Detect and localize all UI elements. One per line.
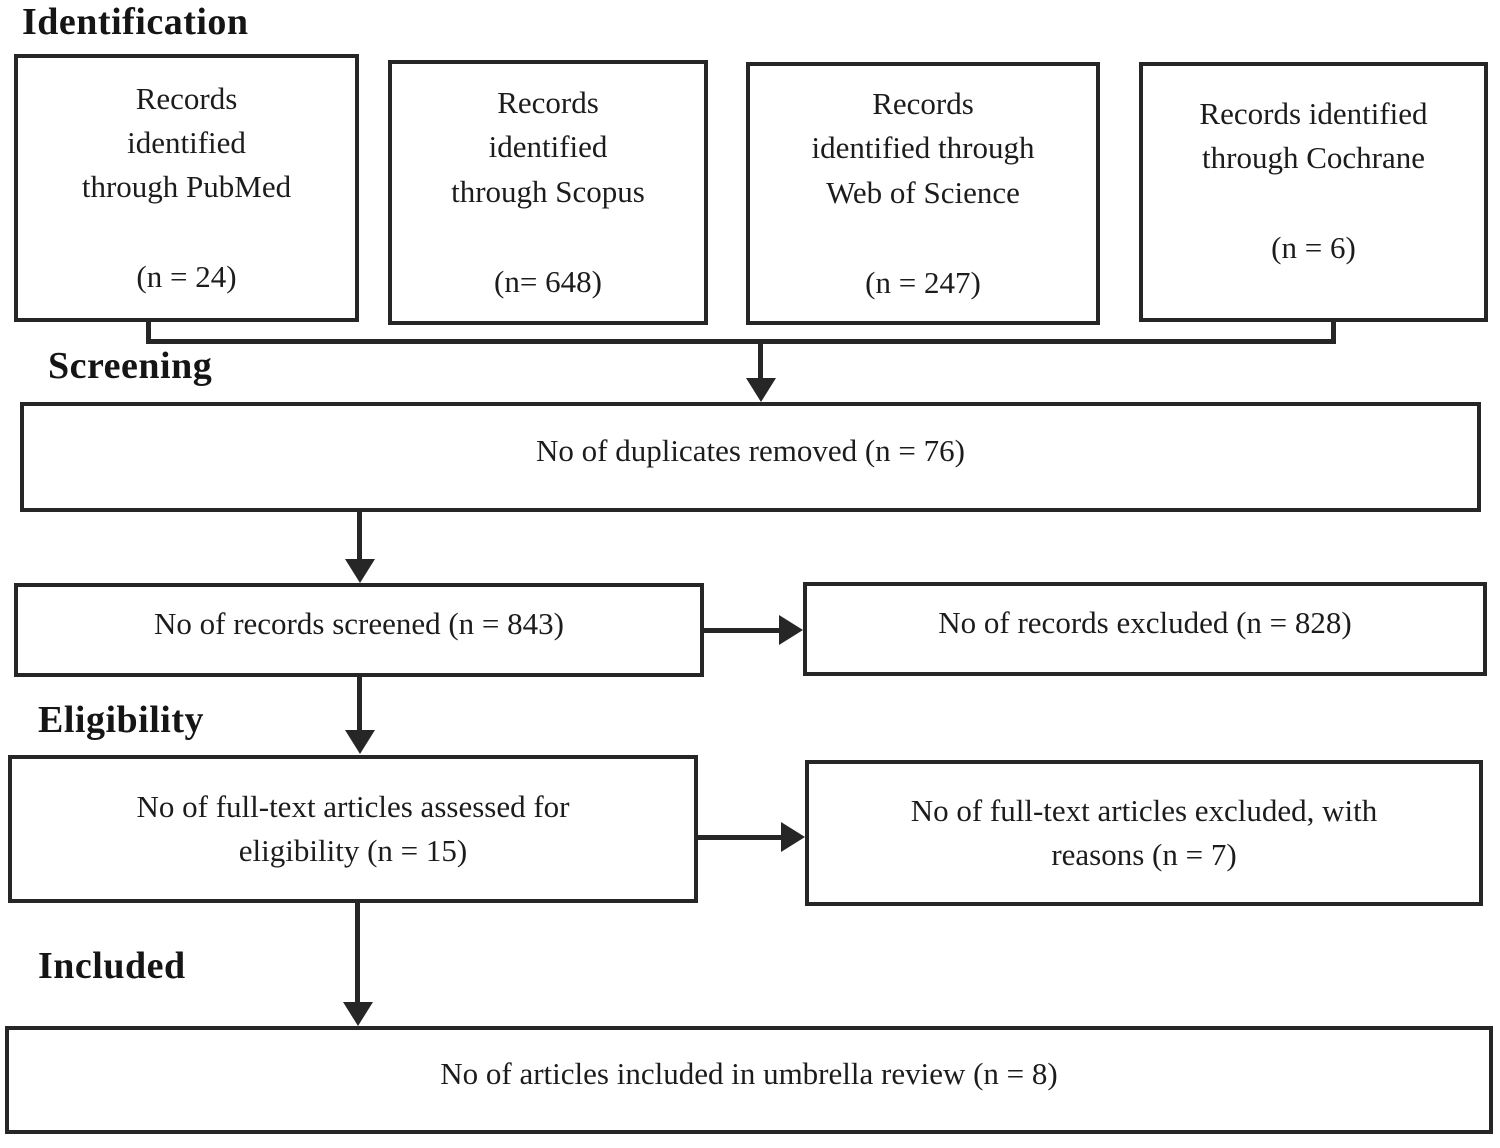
box-records-cochrane: [1139, 62, 1488, 322]
box-records-cochrane-line1: Records identified: [1199, 96, 1428, 131]
arrow-to-fulltext-excluded-stem: [698, 835, 784, 840]
box-fulltext-assessed-line2: eligibility (n = 15): [238, 833, 468, 868]
box-records-scopus-count: (n= 648): [494, 263, 602, 299]
arrow-to-duplicates-stem: [758, 339, 763, 381]
box-records-scopus: [388, 60, 708, 325]
section-heading-screening: Screening: [48, 345, 213, 387]
arrow-to-duplicates-head: [746, 378, 776, 402]
box-records-pubmed-line2: identified: [127, 124, 246, 160]
box-records-cochrane-count: (n = 6): [1271, 230, 1356, 266]
arrow-to-included-stem: [355, 903, 360, 1005]
box-records-pubmed-line1: Records: [135, 80, 238, 116]
connector-top-rail: [146, 339, 1336, 344]
arrow-to-included-head: [343, 1002, 373, 1026]
box-records-screened-label: No of records screened (n = 843): [154, 605, 564, 641]
box-records-web-of-science: [746, 62, 1100, 325]
box-records-cochrane-line2: through Cochrane: [1202, 140, 1425, 176]
section-heading-eligibility: Eligibility: [38, 699, 204, 741]
box-records-pubmed-line3: through PubMed: [81, 169, 292, 204]
arrow-to-screened-head: [345, 559, 375, 583]
box-records-wos-line2: identified through: [811, 130, 1035, 166]
box-duplicates-removed-label: No of duplicates removed (n = 76): [536, 432, 965, 468]
section-heading-identification: Identification: [22, 1, 249, 43]
arrow-to-fulltext-excluded-head: [781, 822, 805, 852]
box-fulltext-assessed: [8, 755, 698, 903]
box-articles-included: [5, 1026, 1493, 1134]
box-fulltext-excluded: [805, 760, 1483, 906]
box-records-excluded-label: No of records excluded (n = 828): [938, 604, 1352, 640]
arrow-to-fulltext-stem: [357, 677, 362, 733]
box-fulltext-assessed-line1: No of full-text articles assessed for: [136, 788, 570, 824]
connector-cochrane-stub: [1331, 320, 1336, 344]
box-records-wos-line1: Records: [872, 86, 974, 122]
box-records-pubmed: [14, 54, 359, 322]
box-records-scopus-line3: through Scopus: [451, 173, 645, 209]
box-records-scopus-line2: identified: [488, 129, 608, 165]
box-records-wos-count: (n = 247): [865, 264, 981, 300]
box-records-wos-line3: Web of Science: [826, 174, 1020, 210]
section-heading-included: Included: [38, 945, 186, 987]
arrow-to-fulltext-head: [345, 730, 375, 754]
box-fulltext-excluded-line1: No of full-text articles excluded, with: [910, 792, 1378, 828]
box-records-excluded: [803, 582, 1487, 676]
arrow-to-screened-stem: [357, 512, 362, 562]
box-records-screened: [14, 583, 704, 677]
box-duplicates-removed: [20, 402, 1481, 512]
box-records-pubmed-count: (n = 24): [136, 259, 237, 295]
arrow-to-records-excluded-stem: [704, 628, 782, 633]
arrow-to-records-excluded-head: [779, 615, 803, 645]
box-articles-included-label: No of articles included in umbrella review (n = 8): [440, 1055, 1058, 1091]
box-records-scopus-line1: Records: [497, 85, 599, 121]
box-fulltext-excluded-line2: reasons (n = 7): [1051, 837, 1237, 872]
